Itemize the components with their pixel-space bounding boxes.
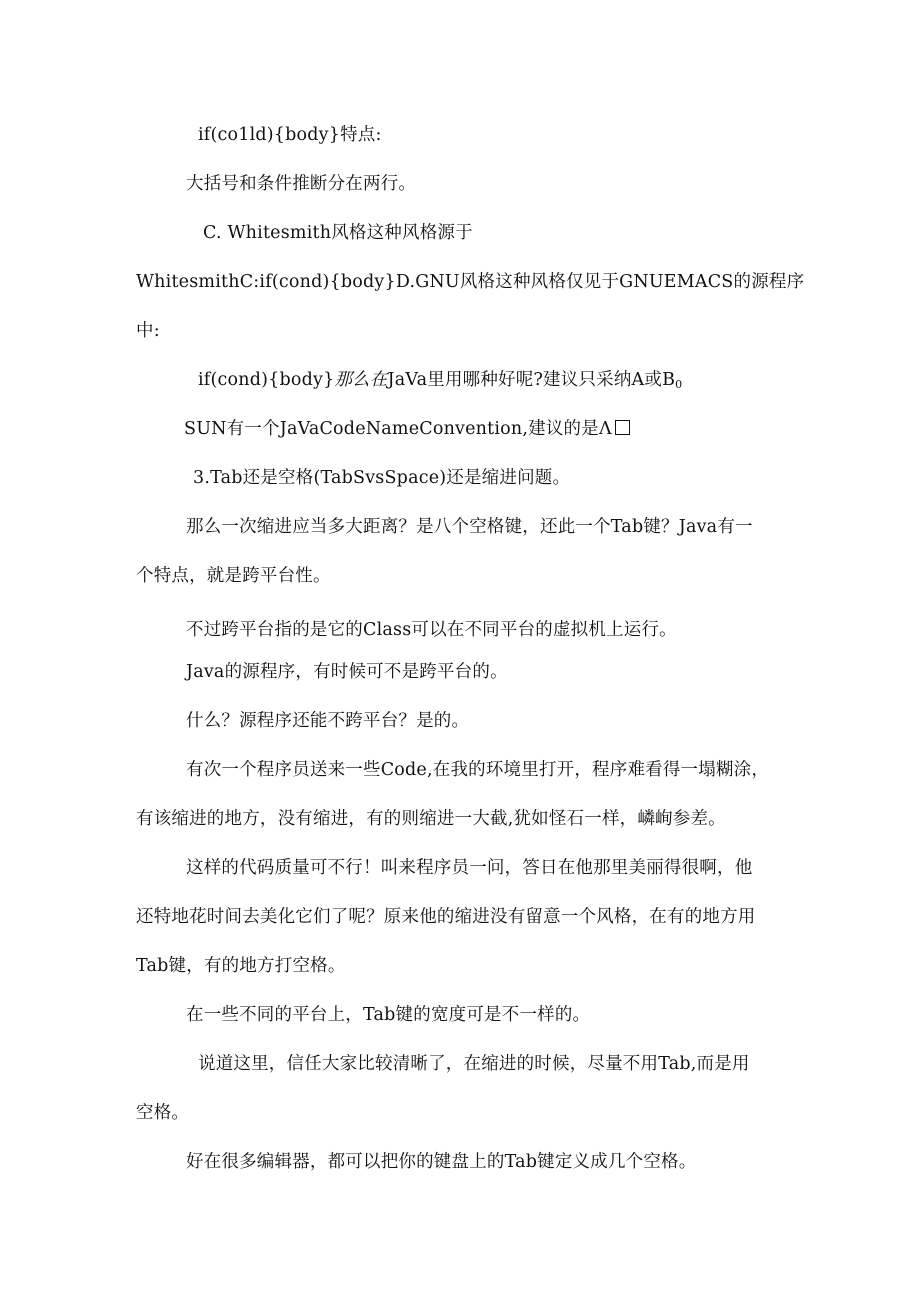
paragraph-line: 3.Tab还是空格(TabSvsSpace)还是缩进问题。 (193, 468, 571, 488)
italic-text: 那么在 (334, 370, 388, 390)
paragraph-line: 不过跨平台指的是它的Class可以在不同平台的虚拟机上运行。 (186, 620, 677, 640)
paragraph-line: 有次一个程序员送来一些Code,在我的环境里打开，程序难看得一塌糊涂， (186, 760, 770, 780)
empty-box-icon (615, 420, 630, 435)
paragraph-line: 在一些不同的平台上，Tab键的宽度可是不一样的。 (186, 1005, 591, 1025)
paragraph-line: Java的源程序，有时候可不是跨平台的。 (186, 662, 508, 682)
paragraph-line: 大括号和条件推断分在两行。 (186, 174, 417, 194)
paragraph-line: 好在很多编辑器，都可以把你的键盘上的Tab键定义成几个空格。 (186, 1152, 697, 1172)
paragraph-line: 中: (136, 321, 160, 341)
paragraph-line: 有该缩进的地方，没有缩进，有的则缩进一大截,犹如怪石一样，嶙峋参差。 (136, 809, 726, 829)
paragraph-line: C. Whitesmith风格这种风格源于 (203, 223, 473, 243)
paragraph-line: 个特点，就是跨平台性。 (136, 566, 331, 586)
paragraph-line: 什么？源程序还能不跨平台？是的。 (186, 711, 470, 731)
paragraph-line: 空格。 (136, 1103, 190, 1123)
paragraph-line: 那么一次缩进应当多大距离？是八个空格键，还此一个Tab键？Java有一 (186, 517, 753, 537)
paragraph-text: JaVa里用哪种好呢?建议只采纳A或B (387, 370, 676, 390)
subscript-text: 0 (675, 378, 683, 391)
paragraph-line: if(co1ld){body}特点: (198, 125, 382, 145)
paragraph-line: 这样的代码质量可不行！叫来程序员一问，答日在他那里美丽得很啊，他 (186, 858, 753, 878)
paragraph-line (184, 417, 630, 441)
paragraph-line: 说道这里，信任大家比较清晰了，在缩进的时候，尽量不用Tab,而是用 (198, 1054, 750, 1074)
paragraph-line: 还特地花时间去美化它们了呢？原来他的缩进没有留意一个风格，在有的地方用 (136, 907, 756, 927)
code-fragment: if(cond){body} (198, 370, 335, 390)
paragraph-line (198, 368, 682, 397)
paragraph-line: Tab键，有的地方打空格。 (136, 956, 346, 976)
paragraph-line: WhitesmithC:if(cond){body}D.GNU风格这种风格仅见于GNUEMACS的源程序 (136, 272, 805, 292)
paragraph-text: SUN有一个JaVaCodeNameConvention,建议的是Λ (184, 419, 612, 439)
